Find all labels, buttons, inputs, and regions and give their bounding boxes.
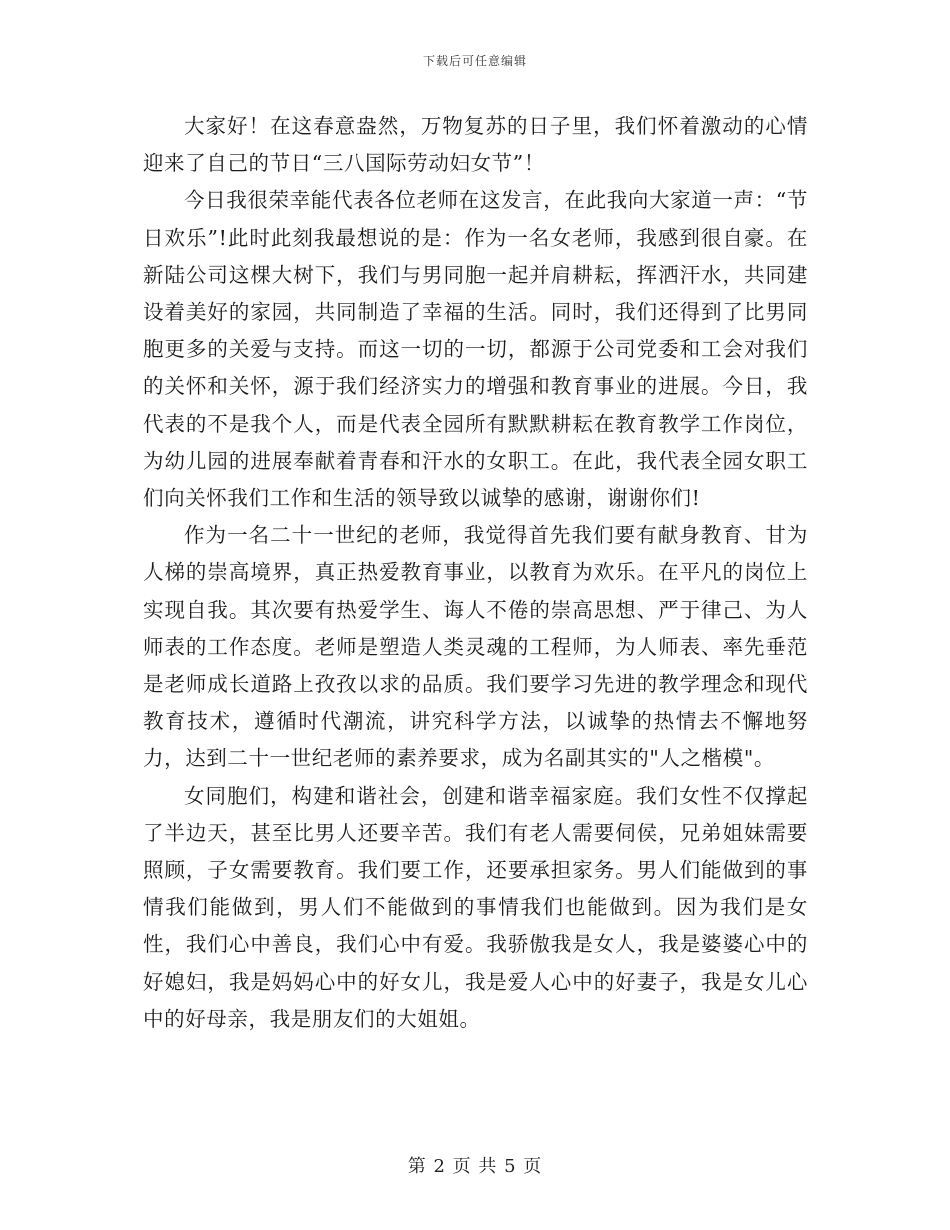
paragraph-teacher-duty: 作为一名二十一世纪的老师，我觉得首先我们要有献身教育、甘为人梯的崇高境界，真正热爱教育事业，以教育为欢乐。在平凡的岗位上实现自我。其次要有热爱学生、诲人不倦的崇高思想、严于律己、为人师表的工作态度。老师是塑造人类灵魂的工程师，为人师表、率先垂范是老师成长道路上孜孜以求的品质。我们要学习先进的教学理念和现代教育技术，遵循时代潮流，讲究科学方法，以诚挚的热情去不懈地努力，达到二十一世纪老师的素养要求，成为名副其实的"人之楷模"。 <box>143 523 808 771</box>
paragraph-speech-intro: 今日我很荣幸能代表各位老师在这发言，在此我向大家道一声：“节日欢乐”!此时此刻我最想说的是：作为一名女老师，我感到很自豪。在新陆公司这棵大树下，我们与男同胞一起并肩耕耘，挥洒汗水，共同建设着美好的家园，共同制造了幸福的生活。同时，我们还得到了比男同胞更多的关爱与支持。而这一切的一切，都源于公司党委和工会对我们的关怀和关怀，源于我们经济实力的增强和教育事业的进展。今日，我代表的不是我个人，而是代表全园所有默默耕耘在教育教学工作岗位，为幼儿园的进展奉献着青春和汗水的女职工。在此，我代表全园女职工们向关怀我们工作和生活的领导致以诚挚的感谢，谢谢你们! <box>143 188 808 511</box>
document-body <box>143 108 808 1038</box>
page-header-note: 下载后可任意编辑 <box>422 54 527 68</box>
paragraph-greeting: 大家好！在这春意盎然，万物复苏的日子里，我们怀着激动的心情迎来了自己的节日“三八国际劳动妇女节”！ <box>143 114 808 176</box>
paragraph-women-role: 女同胞们，构建和谐社会，创建和谐幸福家庭。我们女性不仅撑起了半边天，甚至比男人还要辛苦。我们有老人需要伺侯，兄弟姐妹需要照顾，子女需要教育。我们要工作，还要承担家务。男人们能做到的事情我们能做到，男人们不能做到的事情我们也能做到。因为我们是女性，我们心中善良，我们心中有爱。我骄傲我是女人，我是婆婆心中的好媳妇，我是妈妈心中的好女儿，我是爱人心中的好妻子，我是女儿心中的好母亲，我是朋友们的大姐姐。 <box>143 783 808 1031</box>
page-number: 第 2 页 共 5 页 <box>407 1156 543 1177</box>
